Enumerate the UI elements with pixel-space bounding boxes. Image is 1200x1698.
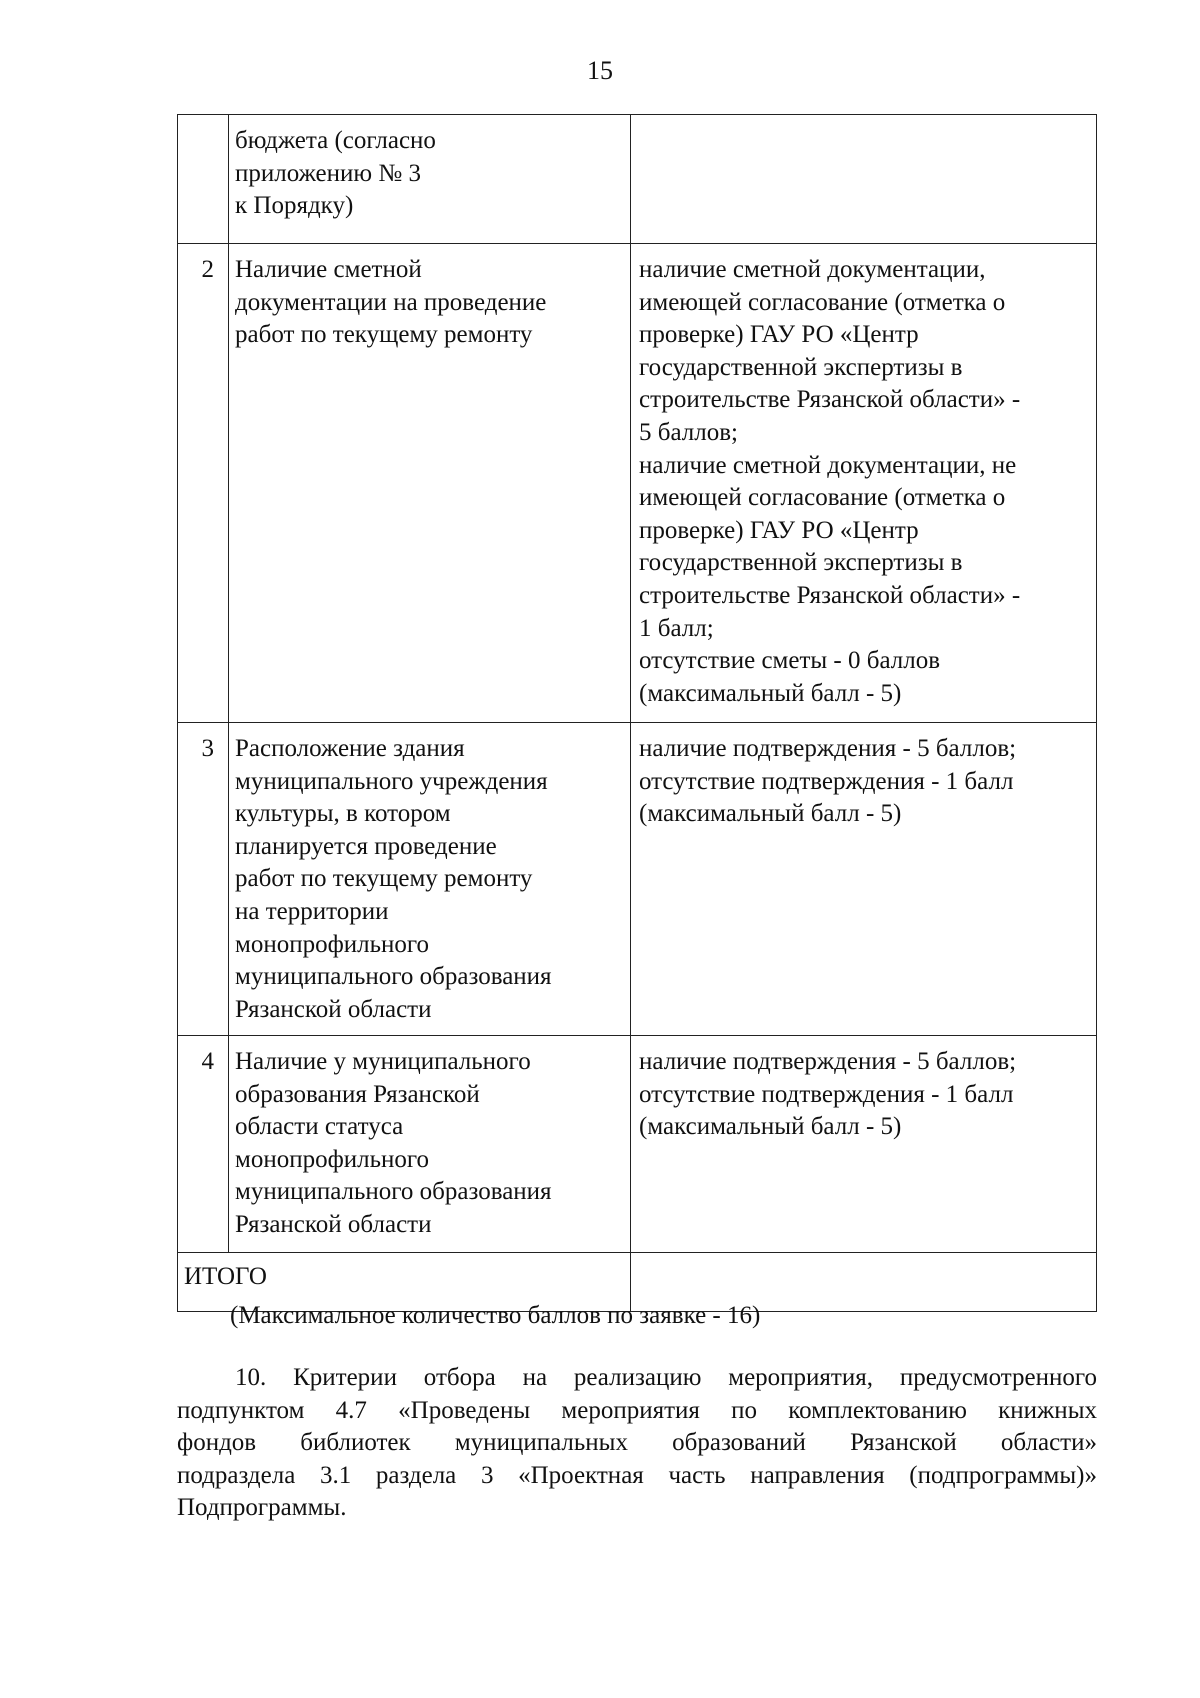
- criterion-line: документации на проведение: [235, 288, 547, 316]
- score-line: строительстве Рязанской области» -: [639, 386, 1021, 414]
- criterion-line: образования Рязанской: [235, 1080, 480, 1108]
- paragraph-line: фондов библиотек муниципальных образований Рязанской области»: [177, 1429, 1097, 1457]
- row-number: 2: [178, 244, 229, 723]
- criterion-line: приложению № 3: [235, 159, 421, 187]
- score-line: отсутствие подтверждения - 1 балл: [639, 767, 1014, 795]
- score-cell: [631, 244, 1097, 723]
- score-cell: [631, 723, 1097, 1036]
- score-line: отсутствие сметы - 0 баллов: [639, 647, 941, 675]
- criterion-line: Рязанской области: [235, 995, 432, 1023]
- criterion-line: к Порядку): [235, 192, 354, 220]
- score-line: наличие сметной документации,: [639, 256, 986, 283]
- score-line: наличие подтверждения - 5 баллов;: [639, 1048, 1017, 1075]
- row-number: [178, 115, 229, 244]
- criterion-line: Наличие у муниципального: [235, 1048, 531, 1075]
- criterion-cell: [229, 115, 631, 244]
- criterion-line: монопрофильного: [235, 1145, 430, 1173]
- row-number: 3: [178, 723, 229, 1036]
- score-cell: [631, 1036, 1097, 1253]
- score-line: отсутствие подтверждения - 1 балл: [639, 1080, 1014, 1108]
- criterion-line: Наличие сметной: [235, 256, 422, 283]
- criterion-line: планируется проведение: [235, 832, 497, 860]
- criterion-cell: [229, 723, 631, 1036]
- score-line: государственной экспертизы в: [639, 353, 963, 381]
- score-line: наличие сметной документации, не: [639, 451, 1017, 479]
- criterion-line: работ по текущему ремонту: [235, 321, 533, 349]
- criterion-line: Рязанской области: [235, 1210, 432, 1238]
- criterion-cell: [229, 1036, 631, 1253]
- max-score-note: (Максимальное количество баллов по заявке - 16): [230, 1302, 761, 1329]
- criterion-cell: [229, 244, 631, 723]
- score-line: (максимальный балл - 5): [639, 800, 902, 828]
- score-line: (максимальный балл - 5): [639, 1113, 902, 1141]
- paragraph-line: 10. Критерии отбора на реализацию мероприятия, предусмотренного: [235, 1364, 1097, 1391]
- criterion-line: Расположение здания: [235, 735, 465, 762]
- criterion-line: работ по текущему ремонту: [235, 865, 533, 893]
- criterion-line: культуры, в котором: [235, 800, 451, 828]
- score-line: имеющей согласование (отметка о: [639, 484, 1006, 512]
- score-line: имеющей согласование (отметка о: [639, 288, 1006, 316]
- criteria-table: [177, 114, 1097, 1312]
- score-line: государственной экспертизы в: [639, 549, 963, 577]
- score-line: (максимальный балл - 5): [639, 679, 902, 707]
- score-line: проверке) ГАУ РО «Центр: [639, 321, 919, 349]
- score-line: наличие подтверждения - 5 баллов;: [639, 735, 1017, 762]
- row-number: 4: [178, 1036, 229, 1253]
- score-line: 1 балл;: [639, 614, 714, 642]
- score-cell: [631, 115, 1097, 244]
- paragraph-line: подпунктом 4.7 «Проведены мероприятия по комплектованию книжных: [177, 1396, 1097, 1424]
- table-row-continuation: [178, 115, 1097, 244]
- table-row: [178, 723, 1097, 1036]
- criterion-line: муниципального образования: [235, 963, 552, 991]
- criterion-line: бюджета (согласно: [235, 127, 436, 154]
- criterion-line: муниципального образования: [235, 1178, 552, 1206]
- score-line: строительстве Рязанской области» -: [639, 581, 1021, 609]
- score-line: 5 баллов;: [639, 418, 738, 446]
- criterion-line: муниципального учреждения: [235, 767, 548, 795]
- total-label: ИТОГО: [178, 1253, 631, 1312]
- table-row: [178, 1036, 1097, 1253]
- page-number: 15: [587, 56, 613, 85]
- criterion-line: монопрофильного: [235, 930, 430, 958]
- criterion-line: области статуса: [235, 1113, 404, 1141]
- score-line: проверке) ГАУ РО «Центр: [639, 516, 919, 544]
- table-row: [178, 244, 1097, 723]
- section-10-paragraph: [177, 1362, 1097, 1525]
- paragraph-line: подраздела 3.1 раздела 3 «Проектная часть направления (подпрограммы)»: [177, 1461, 1097, 1489]
- criterion-line: на территории: [235, 897, 389, 925]
- paragraph-line: Подпрограммы.: [177, 1494, 347, 1522]
